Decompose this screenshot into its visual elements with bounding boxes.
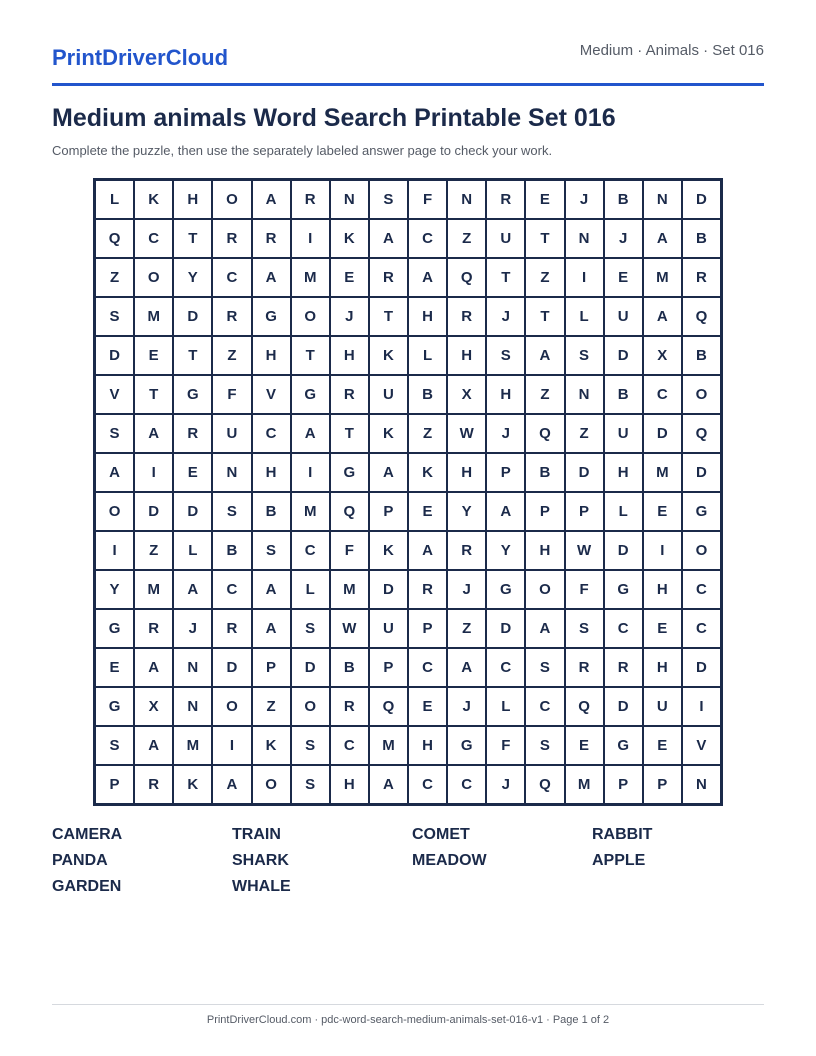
grid-cell: W <box>566 532 603 569</box>
grid-cell: A <box>370 454 407 491</box>
grid-cell: D <box>174 493 211 530</box>
grid-cell: T <box>135 376 172 413</box>
grid-cell: J <box>174 610 211 647</box>
grid-cell: S <box>566 337 603 374</box>
word-list-item: COMET <box>412 826 470 843</box>
grid-cell: I <box>292 454 329 491</box>
grid-cell: F <box>487 727 524 764</box>
grid-cell: D <box>605 532 642 569</box>
grid-cell: A <box>409 259 446 296</box>
grid-cell: S <box>292 727 329 764</box>
grid-cell: A <box>644 298 681 335</box>
grid-cell: H <box>448 337 485 374</box>
grid-cell: K <box>135 181 172 218</box>
grid-cell: L <box>487 688 524 725</box>
grid-cell: E <box>331 259 368 296</box>
grid-cell: C <box>644 376 681 413</box>
grid-cell: M <box>292 493 329 530</box>
grid-cell: T <box>526 220 563 257</box>
grid-cell: S <box>96 415 133 452</box>
grid-cell: W <box>331 610 368 647</box>
grid-cell: A <box>409 532 446 569</box>
grid-cell: P <box>644 766 681 803</box>
grid-cell: K <box>174 766 211 803</box>
grid-cell: G <box>96 610 133 647</box>
grid-cell: K <box>409 454 446 491</box>
grid-cell: E <box>409 493 446 530</box>
grid-cell: G <box>331 454 368 491</box>
grid-cell: A <box>96 454 133 491</box>
grid-cell: Z <box>526 259 563 296</box>
grid-cell: D <box>174 298 211 335</box>
grid-cell: N <box>213 454 250 491</box>
grid-cell: E <box>644 727 681 764</box>
grid-cell: O <box>683 532 720 569</box>
grid-cell: B <box>409 376 446 413</box>
grid-cell: U <box>370 610 407 647</box>
grid-cell: D <box>683 181 720 218</box>
grid-cell: Q <box>683 298 720 335</box>
grid-cell: C <box>253 415 290 452</box>
grid-cell: C <box>135 220 172 257</box>
grid-cell: A <box>448 649 485 686</box>
grid-cell: A <box>253 259 290 296</box>
page-footer: PrintDriverCloud.com · pdc-word-search-medium-animals-set-016-v1 · Page 1 of 2 <box>206 1014 610 1026</box>
grid-cell: A <box>174 571 211 608</box>
grid-cell: Z <box>448 610 485 647</box>
grid-cell: R <box>566 649 603 686</box>
grid-cell: C <box>213 259 250 296</box>
grid-cell: E <box>605 259 642 296</box>
grid-cell: G <box>292 376 329 413</box>
grid-cell: G <box>253 298 290 335</box>
grid-cell: K <box>253 727 290 764</box>
grid-cell: Q <box>566 688 603 725</box>
grid-cell: P <box>566 493 603 530</box>
grid-cell: T <box>331 415 368 452</box>
grid-cell: T <box>487 259 524 296</box>
grid-cell: D <box>644 415 681 452</box>
grid-cell: O <box>292 298 329 335</box>
grid-cell: O <box>213 688 250 725</box>
grid-cell: Z <box>253 688 290 725</box>
grid-cell: Z <box>135 532 172 569</box>
page-title: Medium animals Word Search Printable Set 016 <box>52 104 616 132</box>
grid-cell: L <box>409 337 446 374</box>
grid-cell: T <box>526 298 563 335</box>
grid-cell: T <box>370 298 407 335</box>
grid-cell: R <box>253 220 290 257</box>
grid-cell: M <box>135 298 172 335</box>
grid-cell: A <box>253 181 290 218</box>
grid-cell: A <box>253 571 290 608</box>
grid-cell: R <box>605 649 642 686</box>
word-list-item: APPLE <box>592 852 646 869</box>
grid-cell: G <box>605 571 642 608</box>
grid-cell: H <box>526 532 563 569</box>
grid-cell: H <box>448 454 485 491</box>
grid-cell: R <box>331 688 368 725</box>
grid-cell: D <box>566 454 603 491</box>
grid-cell: B <box>683 337 720 374</box>
grid-cell: N <box>174 649 211 686</box>
grid-cell: R <box>448 298 485 335</box>
grid-cell: R <box>174 415 211 452</box>
grid-cell: E <box>96 649 133 686</box>
grid-cell: O <box>526 571 563 608</box>
word-list-item: CAMERA <box>52 826 123 843</box>
grid-cell: C <box>409 766 446 803</box>
grid-cell: C <box>331 727 368 764</box>
word-list-item: RABBIT <box>592 826 653 843</box>
grid-cell: A <box>135 649 172 686</box>
grid-cell: B <box>605 181 642 218</box>
grid-cell: G <box>605 727 642 764</box>
grid-cell: O <box>292 688 329 725</box>
grid-cell: F <box>566 571 603 608</box>
grid-cell: U <box>644 688 681 725</box>
grid-cell: J <box>448 688 485 725</box>
page-subtitle: Complete the puzzle, then use the separately labeled answer page to check your work. <box>52 143 553 158</box>
grid-cell: G <box>487 571 524 608</box>
grid-cell: P <box>526 493 563 530</box>
grid-cell: R <box>487 181 524 218</box>
grid-cell: I <box>683 688 720 725</box>
grid-cell: E <box>644 493 681 530</box>
grid-cell: Q <box>526 415 563 452</box>
grid-cell: A <box>487 493 524 530</box>
grid-cell: A <box>135 415 172 452</box>
grid-cell: D <box>683 649 720 686</box>
word-search-grid <box>93 178 723 806</box>
grid-cell: I <box>566 259 603 296</box>
grid-cell: N <box>683 766 720 803</box>
grid-cell: O <box>253 766 290 803</box>
grid-cell: L <box>96 181 133 218</box>
word-list-item: MEADOW <box>412 852 487 869</box>
grid-cell: D <box>605 337 642 374</box>
grid-cell: N <box>174 688 211 725</box>
grid-cell: Q <box>370 688 407 725</box>
grid-cell: X <box>644 337 681 374</box>
grid-cell: J <box>331 298 368 335</box>
grid-cell: S <box>292 766 329 803</box>
grid-cell: D <box>96 337 133 374</box>
grid-cell: L <box>292 571 329 608</box>
grid-cell: I <box>292 220 329 257</box>
grid-cell: S <box>96 727 133 764</box>
grid-cell: H <box>409 298 446 335</box>
grid-cell: H <box>174 181 211 218</box>
grid-cell: Q <box>526 766 563 803</box>
grid-cell: F <box>213 376 250 413</box>
grid-cell: B <box>213 532 250 569</box>
grid-cell: Z <box>526 376 563 413</box>
grid-cell: K <box>370 532 407 569</box>
grid-cell: B <box>253 493 290 530</box>
grid-cell: F <box>409 181 446 218</box>
grid-cell: Z <box>409 415 446 452</box>
grid-cell: V <box>683 727 720 764</box>
grid-cell: R <box>448 532 485 569</box>
grid-cell: O <box>96 493 133 530</box>
grid-cell: T <box>292 337 329 374</box>
grid-cell: H <box>253 337 290 374</box>
grid-cell: I <box>644 532 681 569</box>
grid-cell: Y <box>448 493 485 530</box>
grid-cell: L <box>174 532 211 569</box>
grid-cell: U <box>605 415 642 452</box>
grid-cell: Z <box>566 415 603 452</box>
grid-cell: R <box>135 766 172 803</box>
grid-cell: Q <box>331 493 368 530</box>
grid-cell: J <box>487 298 524 335</box>
grid-cell: N <box>566 220 603 257</box>
grid-cell: L <box>605 493 642 530</box>
word-list-item: SHARK <box>232 852 289 869</box>
grid-cell: G <box>174 376 211 413</box>
grid-cell: C <box>409 220 446 257</box>
grid-cell: N <box>644 181 681 218</box>
grid-cell: C <box>605 610 642 647</box>
grid-cell: J <box>487 415 524 452</box>
grid-cell: M <box>174 727 211 764</box>
grid-cell: H <box>487 376 524 413</box>
grid-cell: Q <box>683 415 720 452</box>
grid-cell: P <box>605 766 642 803</box>
grid-cell: E <box>526 181 563 218</box>
grid-cell: Z <box>96 259 133 296</box>
grid-cell: G <box>96 688 133 725</box>
grid-cell: I <box>213 727 250 764</box>
grid-cell: P <box>370 493 407 530</box>
grid-cell: V <box>96 376 133 413</box>
grid-cell: P <box>96 766 133 803</box>
grid-cell: B <box>605 376 642 413</box>
grid-cell: C <box>683 571 720 608</box>
grid-cell: M <box>370 727 407 764</box>
grid-cell: A <box>370 220 407 257</box>
breadcrumb: Medium · Animals · Set 016 <box>579 42 764 59</box>
grid-cell: E <box>135 337 172 374</box>
grid-cell: A <box>213 766 250 803</box>
grid-cell: A <box>370 766 407 803</box>
brand-logo[interactable]: PrintDriverCloud <box>52 45 229 70</box>
grid-cell: T <box>174 337 211 374</box>
page-header <box>52 38 764 86</box>
grid-cell: S <box>96 298 133 335</box>
word-list-item: WHALE <box>232 878 291 895</box>
grid-cell: U <box>605 298 642 335</box>
grid-cell: N <box>448 181 485 218</box>
grid-cell: H <box>644 649 681 686</box>
grid-cell: C <box>683 610 720 647</box>
grid-cell: M <box>331 571 368 608</box>
grid-cell: C <box>448 766 485 803</box>
word-list <box>52 826 772 896</box>
grid-cell: D <box>605 688 642 725</box>
grid-cell: N <box>566 376 603 413</box>
grid-cell: M <box>566 766 603 803</box>
grid-cell: R <box>409 571 446 608</box>
grid-cell: A <box>292 415 329 452</box>
grid-cell: D <box>292 649 329 686</box>
grid-cell: A <box>526 610 563 647</box>
grid-cell: H <box>409 727 446 764</box>
word-list-item: PANDA <box>52 852 108 869</box>
grid-cell: P <box>409 610 446 647</box>
grid-cell: J <box>448 571 485 608</box>
grid-cell: G <box>683 493 720 530</box>
grid-cell: Y <box>487 532 524 569</box>
grid-cell: E <box>566 727 603 764</box>
grid-cell: U <box>213 415 250 452</box>
grid-cell: S <box>566 610 603 647</box>
grid-cell: E <box>644 610 681 647</box>
grid-cell: D <box>213 649 250 686</box>
grid-cell: A <box>135 727 172 764</box>
grid-cell: V <box>253 376 290 413</box>
grid-cell: Z <box>448 220 485 257</box>
grid-cell: T <box>174 220 211 257</box>
grid-cell: D <box>370 571 407 608</box>
grid-cell: I <box>96 532 133 569</box>
grid-cell: P <box>487 454 524 491</box>
grid-cell: C <box>487 649 524 686</box>
grid-cell: A <box>644 220 681 257</box>
grid-cell: S <box>292 610 329 647</box>
grid-cell: P <box>253 649 290 686</box>
grid-cell: C <box>213 571 250 608</box>
grid-cell: C <box>526 688 563 725</box>
grid-cell: D <box>683 454 720 491</box>
grid-cell: J <box>566 181 603 218</box>
grid-cell: R <box>370 259 407 296</box>
grid-cell: X <box>135 688 172 725</box>
grid-cell: C <box>409 649 446 686</box>
grid-cell: H <box>253 454 290 491</box>
grid-cell: U <box>370 376 407 413</box>
grid-cell: H <box>331 337 368 374</box>
grid-cell: D <box>487 610 524 647</box>
grid-cell: S <box>370 181 407 218</box>
grid-cell: R <box>683 259 720 296</box>
grid-cell: R <box>135 610 172 647</box>
grid-cell: O <box>683 376 720 413</box>
grid-cell: K <box>370 415 407 452</box>
grid-cell: M <box>644 259 681 296</box>
grid-cell: R <box>213 298 250 335</box>
grid-cell: Y <box>96 571 133 608</box>
grid-cell: B <box>526 454 563 491</box>
grid-cell: J <box>487 766 524 803</box>
grid-cell: Z <box>213 337 250 374</box>
grid-cell: O <box>135 259 172 296</box>
grid-cell: M <box>292 259 329 296</box>
grid-cell: S <box>526 649 563 686</box>
grid-cell: E <box>174 454 211 491</box>
grid-cell: H <box>605 454 642 491</box>
grid-cell: H <box>331 766 368 803</box>
grid-cell: K <box>331 220 368 257</box>
grid-cell: A <box>526 337 563 374</box>
grid-cell: L <box>566 298 603 335</box>
grid-cell: I <box>135 454 172 491</box>
grid-cell: Y <box>174 259 211 296</box>
grid-cell: D <box>135 493 172 530</box>
grid-cell: S <box>526 727 563 764</box>
word-list-item: GARDEN <box>52 878 122 895</box>
grid-cell: R <box>213 220 250 257</box>
grid-cell: P <box>370 649 407 686</box>
grid-cell: W <box>448 415 485 452</box>
grid-cell: S <box>253 532 290 569</box>
grid-cell: O <box>213 181 250 218</box>
grid-cell: R <box>213 610 250 647</box>
footer-divider <box>52 1004 764 1005</box>
grid-cell: S <box>213 493 250 530</box>
grid-cell: S <box>487 337 524 374</box>
grid-cell: M <box>644 454 681 491</box>
grid-cell: R <box>331 376 368 413</box>
grid-cell: Q <box>448 259 485 296</box>
grid-cell: C <box>292 532 329 569</box>
grid-cell: H <box>644 571 681 608</box>
grid-cell: F <box>331 532 368 569</box>
grid-cell: J <box>605 220 642 257</box>
grid-cell: G <box>448 727 485 764</box>
grid-cell: B <box>683 220 720 257</box>
grid-cell: B <box>331 649 368 686</box>
word-list-item: TRAIN <box>232 826 281 843</box>
grid-cell: R <box>292 181 329 218</box>
grid-cell: X <box>448 376 485 413</box>
grid-cell: A <box>253 610 290 647</box>
grid-cell: Q <box>96 220 133 257</box>
grid-cell: K <box>370 337 407 374</box>
grid-cell: E <box>409 688 446 725</box>
grid-cell: U <box>487 220 524 257</box>
grid-cell: N <box>331 181 368 218</box>
grid-cell: M <box>135 571 172 608</box>
